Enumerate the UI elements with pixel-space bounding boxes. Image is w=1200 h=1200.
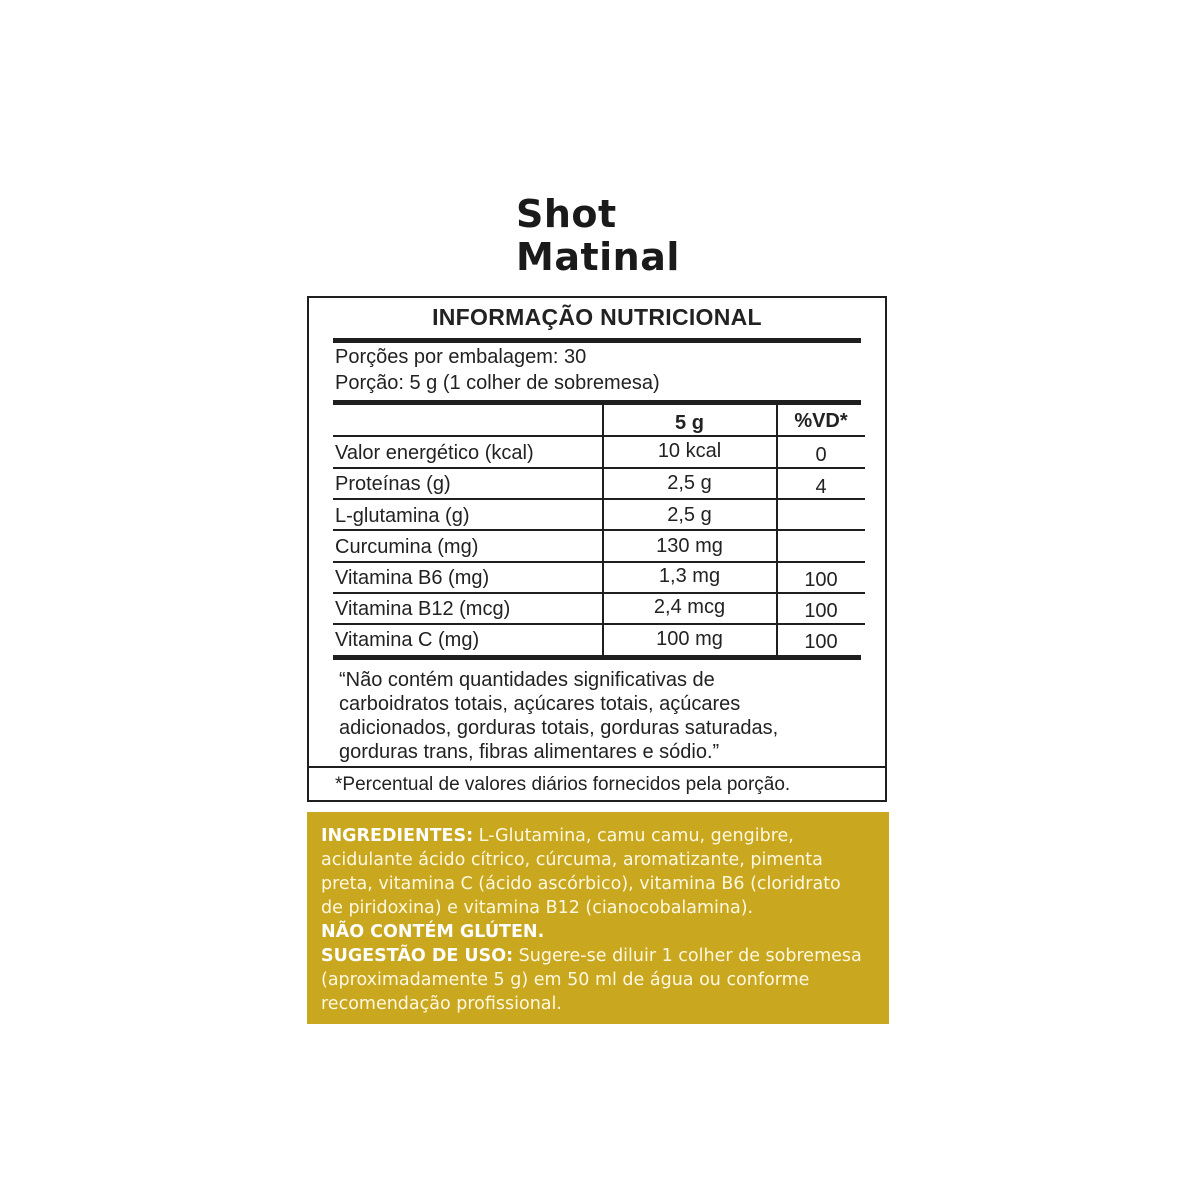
note-line: “Não contém quantidades significativas de <box>339 669 715 691</box>
row-rule <box>333 435 865 437</box>
ingredients-line <box>321 824 879 848</box>
row-dv: 100 <box>804 569 838 591</box>
row-amount: 1,3 mg <box>658 565 721 587</box>
footnote-rule <box>309 766 885 768</box>
product-title <box>516 193 680 279</box>
note-line: adicionados, gorduras totais, gorduras saturadas, <box>339 717 779 739</box>
row-name: L-glutamina (g) <box>335 505 470 527</box>
row-rule <box>333 498 865 500</box>
table-bottom-rule <box>333 655 861 660</box>
row-rule <box>333 467 865 469</box>
nutrition-note <box>339 668 778 764</box>
note-line: gorduras trans, fibras alimentares e sódio.” <box>339 741 720 763</box>
gluten-statement: NÃO CONTÉM GLÚTEN. <box>321 922 545 942</box>
serving-size: Porção: 5 g (1 colher de sobremesa) <box>335 372 660 394</box>
row-rule <box>333 592 865 594</box>
row-amount: 2,4 mcg <box>653 596 726 618</box>
row-rule <box>333 529 865 531</box>
row-name: Vitamina B12 (mcg) <box>335 598 511 620</box>
ingredients-line: de piridoxina) e vitamina B12 (cianocobalamina). <box>321 898 754 918</box>
row-dv: 100 <box>804 600 838 622</box>
column-header-dv: %VD* <box>794 410 848 432</box>
ingredients-line: acidulante ácido cítrico, cúrcuma, aromatizante, pimenta <box>321 850 823 870</box>
ingredients-line: preta, vitamina C (ácido ascórbico), vitamina B6 (cloridrato <box>321 874 841 894</box>
product-title-line-2: Matinal <box>516 235 680 279</box>
row-name: Valor energético (kcal) <box>335 442 534 464</box>
ingredients-label: INGREDIENTES: <box>321 826 474 846</box>
nutrition-facts-panel <box>307 296 887 802</box>
row-amount: 10 kcal <box>657 440 722 462</box>
row-name: Vitamina C (mg) <box>335 629 480 651</box>
usage-text: Sugere-se diluir 1 colher de sobremesa <box>513 946 862 966</box>
row-rule <box>333 561 865 563</box>
row-amount: 100 mg <box>656 628 723 650</box>
ingredients-text: L-Glutamina, camu camu, gengibre, <box>473 826 794 846</box>
row-name: Vitamina B6 (mg) <box>335 567 490 589</box>
usage-line: recomendação profissional. <box>321 994 562 1014</box>
daily-value-footnote: *Percentual de valores diários fornecidos pela porção. <box>335 774 791 795</box>
serving-rule <box>333 400 861 405</box>
row-amount: 2,5 g <box>667 504 712 526</box>
heading-rule <box>333 338 861 343</box>
row-amount: 2,5 g <box>667 472 712 494</box>
row-dv: 4 <box>815 476 827 498</box>
product-title-line-1: Shot <box>516 192 617 236</box>
row-dv: 100 <box>804 631 838 653</box>
usage-label: SUGESTÃO DE USO: <box>321 946 514 966</box>
servings-per-package: Porções por embalagem: 30 <box>335 346 587 368</box>
note-line: carboidratos totais, açúcares totais, açúcares <box>339 693 741 715</box>
row-name: Proteínas (g) <box>335 473 451 495</box>
row-name: Curcumina (mg) <box>335 536 479 558</box>
ingredients-panel <box>307 812 889 1024</box>
row-rule <box>333 623 865 625</box>
usage-line <box>321 944 879 968</box>
nutrition-heading: INFORMAÇÃO NUTRICIONAL <box>432 304 762 330</box>
column-header-amount: 5 g <box>675 412 704 434</box>
row-dv: 0 <box>815 444 827 466</box>
usage-line: (aproximadamente 5 g) em 50 ml de água ou conforme <box>321 970 810 990</box>
row-amount: 130 mg <box>656 535 723 557</box>
